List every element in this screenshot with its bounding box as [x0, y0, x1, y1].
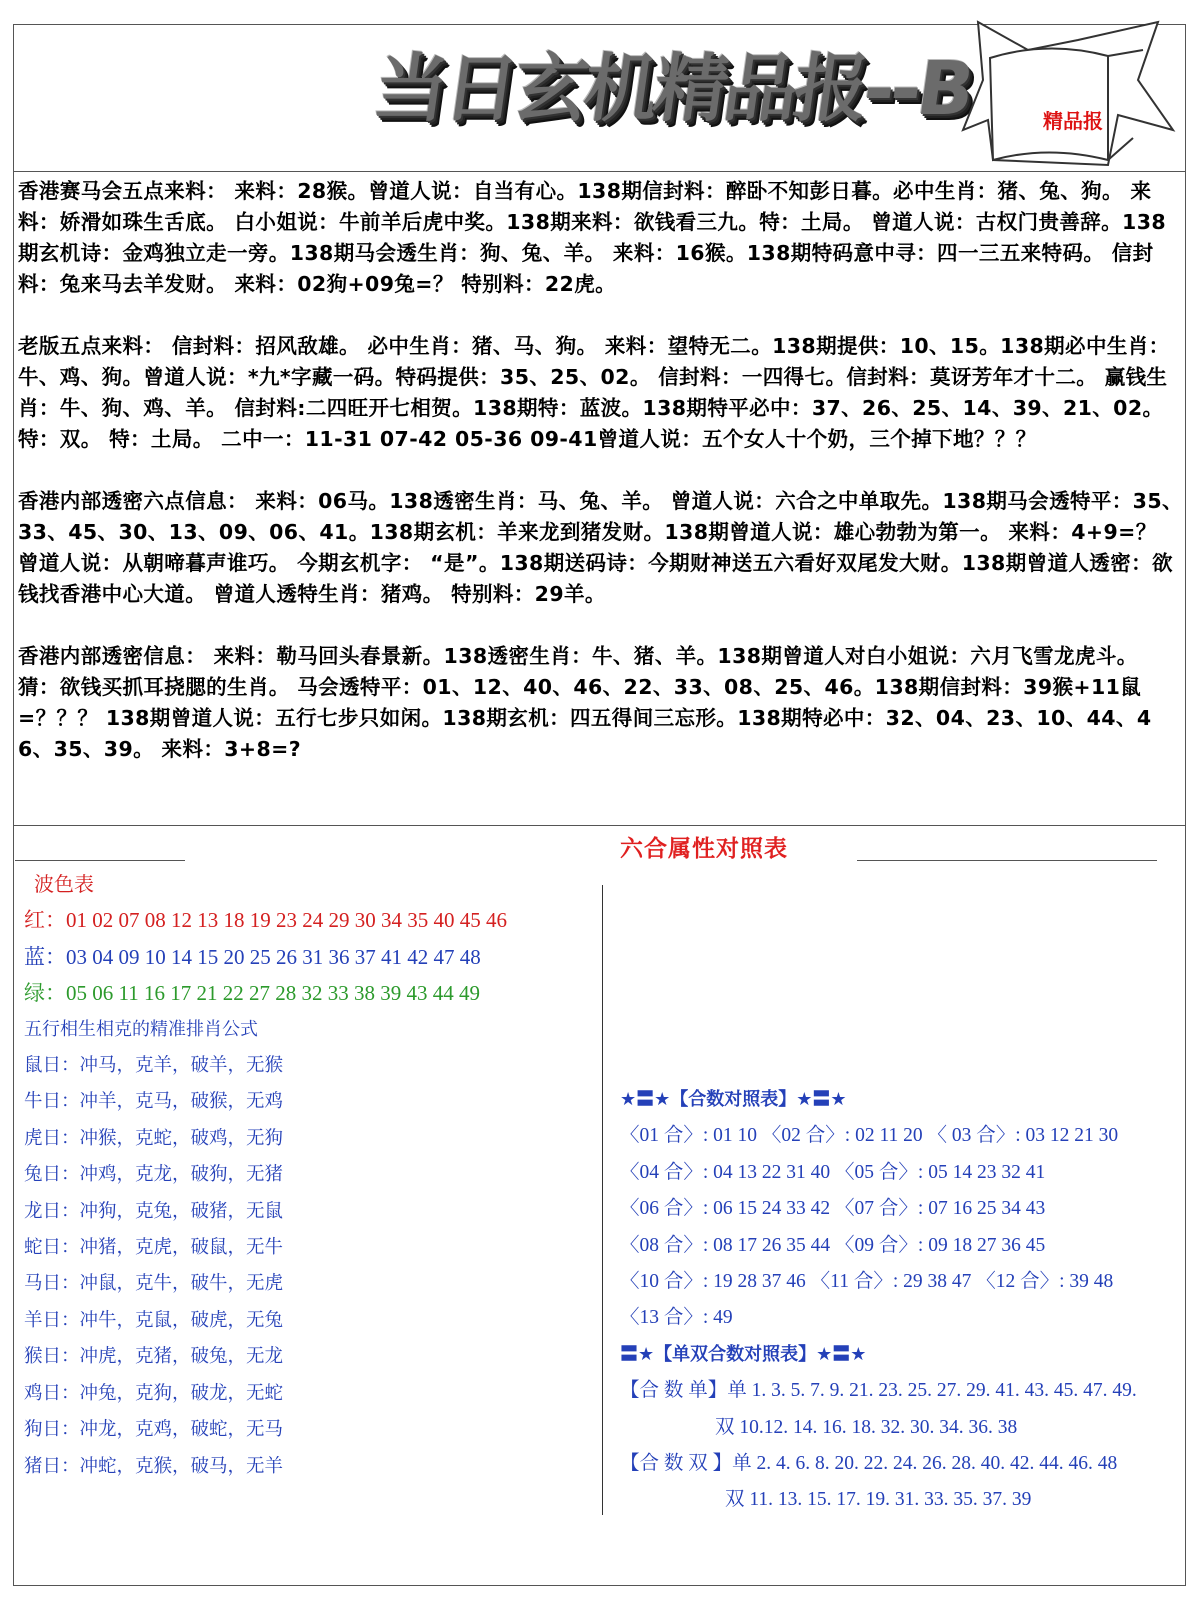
odd-sum-single: 单 1. 3. 5. 7. 9. 21. 23. 25. 27. 29. 41. 43. 45. 47. 49.: [727, 1380, 1137, 1402]
even-sum-single: 单 2. 4. 6. 8. 20. 22. 24. 26. 28. 40. 42. 44. 46. 48: [732, 1453, 1118, 1475]
even-sum-row: [620, 1446, 1137, 1482]
zodiac-day-row: 龙日：冲狗，克兔，破猪，无鼠: [24, 1200, 284, 1222]
sum-row: 〈08 合〉: 08 17 26 35 44 〈09 合〉: 09 18 27 36 45: [620, 1234, 1046, 1256]
sum-row: 〈06 合〉: 06 15 24 33 42 〈07 合〉: 07 16 25 34 43: [620, 1198, 1046, 1220]
zodiac-day-row: 虎日：冲猴，克蛇，破鸡，无狗: [24, 1127, 284, 1149]
wave-green-numbers: 05 06 11 16 17 21 22 27 28 32 33 38 39 43 44 49: [66, 981, 480, 1006]
paragraph-hk-secret: 香港内部透密信息： 来料：勒马回头春景新。138透密生肖：牛、猪、羊。138期曾道人对白小姐说：六月飞雪龙虎斗。 猜：欲钱买抓耳挠腮的生肖。 马会透特平：01、12、40、46、22、33、08、25、46。138期信封料：39猴+11鼠=？？？ 138期曾道人说：五行七步只如闲。138期玄机：四五得间三忘形。138期特必中：32、04、23、10、44、46、35、39。 来料：3+8=?: [18, 644, 1152, 761]
odd-sum-row: [620, 1373, 1137, 1409]
sum-row: 〈13 合〉: 49: [620, 1307, 733, 1329]
table-section-divider: [13, 825, 1186, 826]
zodiac-day-row: 羊日：冲牛，克鼠，破虎，无兔: [24, 1309, 284, 1331]
wave-blue-row: [24, 939, 507, 975]
wave-blue-label: 蓝：: [24, 944, 66, 969]
news-content: [18, 176, 1183, 796]
wave-title: 波色表: [34, 872, 94, 896]
wave-green-label: 绿：: [24, 981, 66, 1006]
sum-row: 〈04 合〉: 04 13 22 31 40 〈05 合〉: 05 14 23 32 41: [620, 1161, 1046, 1183]
zodiac-day-row: 鸡日：冲兔，克狗，破龙，无蛇: [24, 1382, 284, 1404]
wave-green-row: [24, 975, 507, 1011]
sum-row: 〈01 合〉: 01 10 〈02 合〉: 02 11 20 〈 03 合〉: 03 12 21 30: [620, 1125, 1119, 1147]
even-sum-double: 双 11. 13. 15. 17. 19. 31. 33. 35. 37. 39: [725, 1489, 1032, 1511]
wuxing-title: 五行相生相克的精准排肖公式: [24, 1018, 258, 1040]
left-column: [24, 866, 507, 1485]
table-title: 六合属性对照表: [620, 836, 788, 862]
zodiac-day-row: 马日：冲鼠，克牛，破牛，无虎: [24, 1273, 284, 1295]
zodiac-day-row: 蛇日：冲猪，克虎，破鼠，无牛: [24, 1237, 284, 1259]
wave-blue-numbers: 03 04 09 10 14 15 20 25 26 31 36 37 41 42 47 48: [66, 944, 481, 969]
wave-red-row: [24, 902, 507, 938]
oddeven-table-title: 〓★【单双合数对照表】★〓★: [620, 1343, 867, 1365]
even-sum-label: 【合 数 双 】: [620, 1453, 733, 1475]
zodiac-day-row: 猪日：冲蛇，克猴，破马，无羊: [24, 1455, 284, 1477]
paragraph-hk-six: 香港内部透密六点信息： 来料：06马。138透密生肖：马、兔、羊。 曾道人说：六合之中单取先。138期马会透特平：35、33、45、30、13、09、06、41。138期玄机：羊来龙到猪发财。138期曾道人说：雄心勃勃为第一。 来料：4+9=？ 曾道人说：从朝啼暮声谁巧。 今期玄机字： “是”。138期送码诗：今期财神送五六看好双尾发大财。138期曾道人透密：欲钱找香港中心大道。 曾道人透特生肖：猪鸡。 特别料：29羊。: [18, 489, 1183, 606]
paragraph-old-five: 老版五点来料： 信封料：招风敌雄。 必中生肖：猪、马、狗。 来料：望特无二。138期提供：10、15。138期必中生肖：牛、鸡、狗。曾道人说：*九*字藏一码。特码提供：35、25、02。 信封料：一四得七。信封料：莫讶芳年才十二。 赢钱生肖：牛、狗、鸡、羊。 信封料:二四旺开七相贺。138期特：蓝波。138期特平必中：37、26、25、14、39、21、02。 特：双。 特：土局。 二中一：11-31 07-42 05-36 09-41曾道人说：五个女人十个奶，三个掉下地？？？: [18, 334, 1170, 451]
zodiac-day-row: 狗日：冲龙，克鸡，破蛇，无马: [24, 1419, 284, 1441]
zodiac-day-row: 兔日：冲鸡，克龙，破狗，无猪: [24, 1164, 284, 1186]
title-rule-right: [857, 860, 1157, 861]
sum-table-title: ★〓★【合数对照表】★〓★: [620, 1089, 847, 1110]
sum-row: 〈10 合〉: 19 28 37 46 〈11 合〉: 29 38 47 〈12 合〉: 39 48: [620, 1271, 1114, 1293]
paragraph-hk-five: 香港赛马会五点来料： 来料：28猴。曾道人说：自当有心。138期信封料：醉卧不知彭日暮。必中生肖：猪、兔、狗。 来料：娇滑如珠生舌底。 白小姐说：牛前羊后虎中奖。138期来料：欲钱看三九。特：土局。 曾道人说：古权门贵善辞。138期玄机诗：金鸡独立走一旁。138期马会透生肖：狗、兔、羊。 来料：16猴。138期特码意中寻：四一三五来特码。 信封料：兔来马去羊发财。 来料：02狗+09兔=？ 特别料：22虎。: [18, 179, 1167, 296]
right-column: [620, 1082, 1137, 1519]
page-title: 当日玄机精品报--B: [368, 46, 977, 132]
zodiac-day-row: 牛日：冲羊，克马，破猴，无鸡: [24, 1091, 284, 1113]
title-rule-left: [15, 860, 185, 861]
zodiac-day-row: 猴日：冲虎，克猪，破兔，无龙: [24, 1346, 284, 1368]
odd-sum-label: 【合 数 单】: [620, 1380, 728, 1402]
wave-red-label: 红：: [24, 908, 66, 933]
wave-red-numbers: 01 02 07 08 12 13 18 19 23 24 29 30 34 35 40 45 46: [66, 908, 507, 933]
odd-sum-double: 双 10.12. 14. 16. 18. 32. 30. 34. 36. 38: [715, 1416, 1018, 1438]
zodiac-day-row: 鼠日：冲马，克羊，破羊，无猴: [24, 1055, 284, 1077]
badge-label: 精品报: [1043, 109, 1103, 133]
column-divider: [602, 885, 603, 1515]
scroll-banner-icon: [958, 20, 1178, 170]
